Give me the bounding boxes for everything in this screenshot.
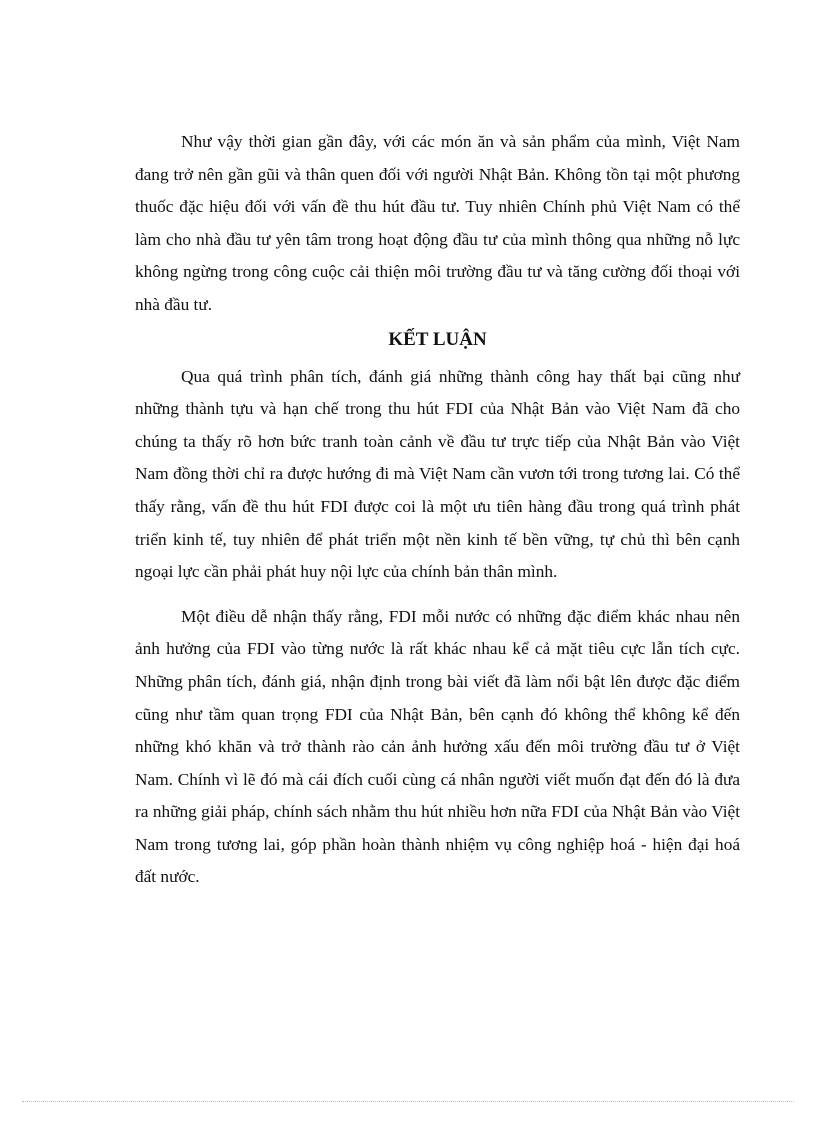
conclusion-paragraph-2: Một điều dễ nhận thấy rằng, FDI mỗi nước có những đặc điểm khác nhau nên ảnh hưởng của FDI vào từng nước là rất khác nhau kể cả mặt tiêu cực lẫn tích cực. Những phân tích, đánh giá, nhận định trong bài viết đã làm nổi bật lên được đặc điểm cũng như tầm quan trọng FDI của Nhật Bản, bên cạnh đó không thể không kể đến những khó khăn và trở thành rào cản ảnh hưởng xấu đến môi trường đầu tư ở Việt Nam. Chính vì lẽ đó mà cái đích cuối cùng cá nhân người viết muốn đạt đến đó là đưa ra những giải pháp, chính sách nhằm thu hút nhiều hơn nữa FDI của Nhật Bản vào Việt Nam trong tương lai, góp phần hoàn thành nhiệm vụ công nghiệp hoá - hiện đại hoá đất nước. bbox=[135, 606, 740, 887]
page-bottom-divider bbox=[22, 1101, 794, 1102]
section-heading: KẾT LUẬN bbox=[388, 328, 487, 350]
document-page bbox=[135, 126, 740, 894]
intro-paragraph: Như vậy thời gian gần đây, với các món ăn và sản phẩm của mình, Việt Nam đang trở nên gần gũi và thân quen đối với người Nhật Bản. Không tồn tại một phương thuốc đặc hiệu đối với vấn đề thu hút đầu tư. Tuy nhiên Chính phủ Việt Nam có thể làm cho nhà đầu tư yên tâm trong hoạt động đầu tư của mình thông qua những nỗ lực không ngừng trong công cuộc cải thiện môi trường đầu tư và tăng cường đối thoại với nhà đầu tư. bbox=[135, 132, 740, 314]
conclusion-paragraph-1: Qua quá trình phân tích, đánh giá những thành công hay thất bại cũng như những thành tựu và hạn chế trong thu hút FDI của Nhật Bản vào Việt Nam đã cho chúng ta thấy rõ hơn bức tranh toàn cảnh về đầu tư trực tiếp của Nhật Bản vào Việt Nam đồng thời chỉ ra được hướng đi mà Việt Nam cần vươn tới trong tương lai. Có thể thấy rằng, vấn đề thu hút FDI được coi là một ưu tiên hàng đầu trong quá trình phát triển kinh tế, tuy nhiên để phát triển một nền kinh tế bền vững, tự chủ thì bên cạnh ngoại lực cần phải phát huy nội lực của chính bản thân mình. bbox=[135, 366, 740, 582]
